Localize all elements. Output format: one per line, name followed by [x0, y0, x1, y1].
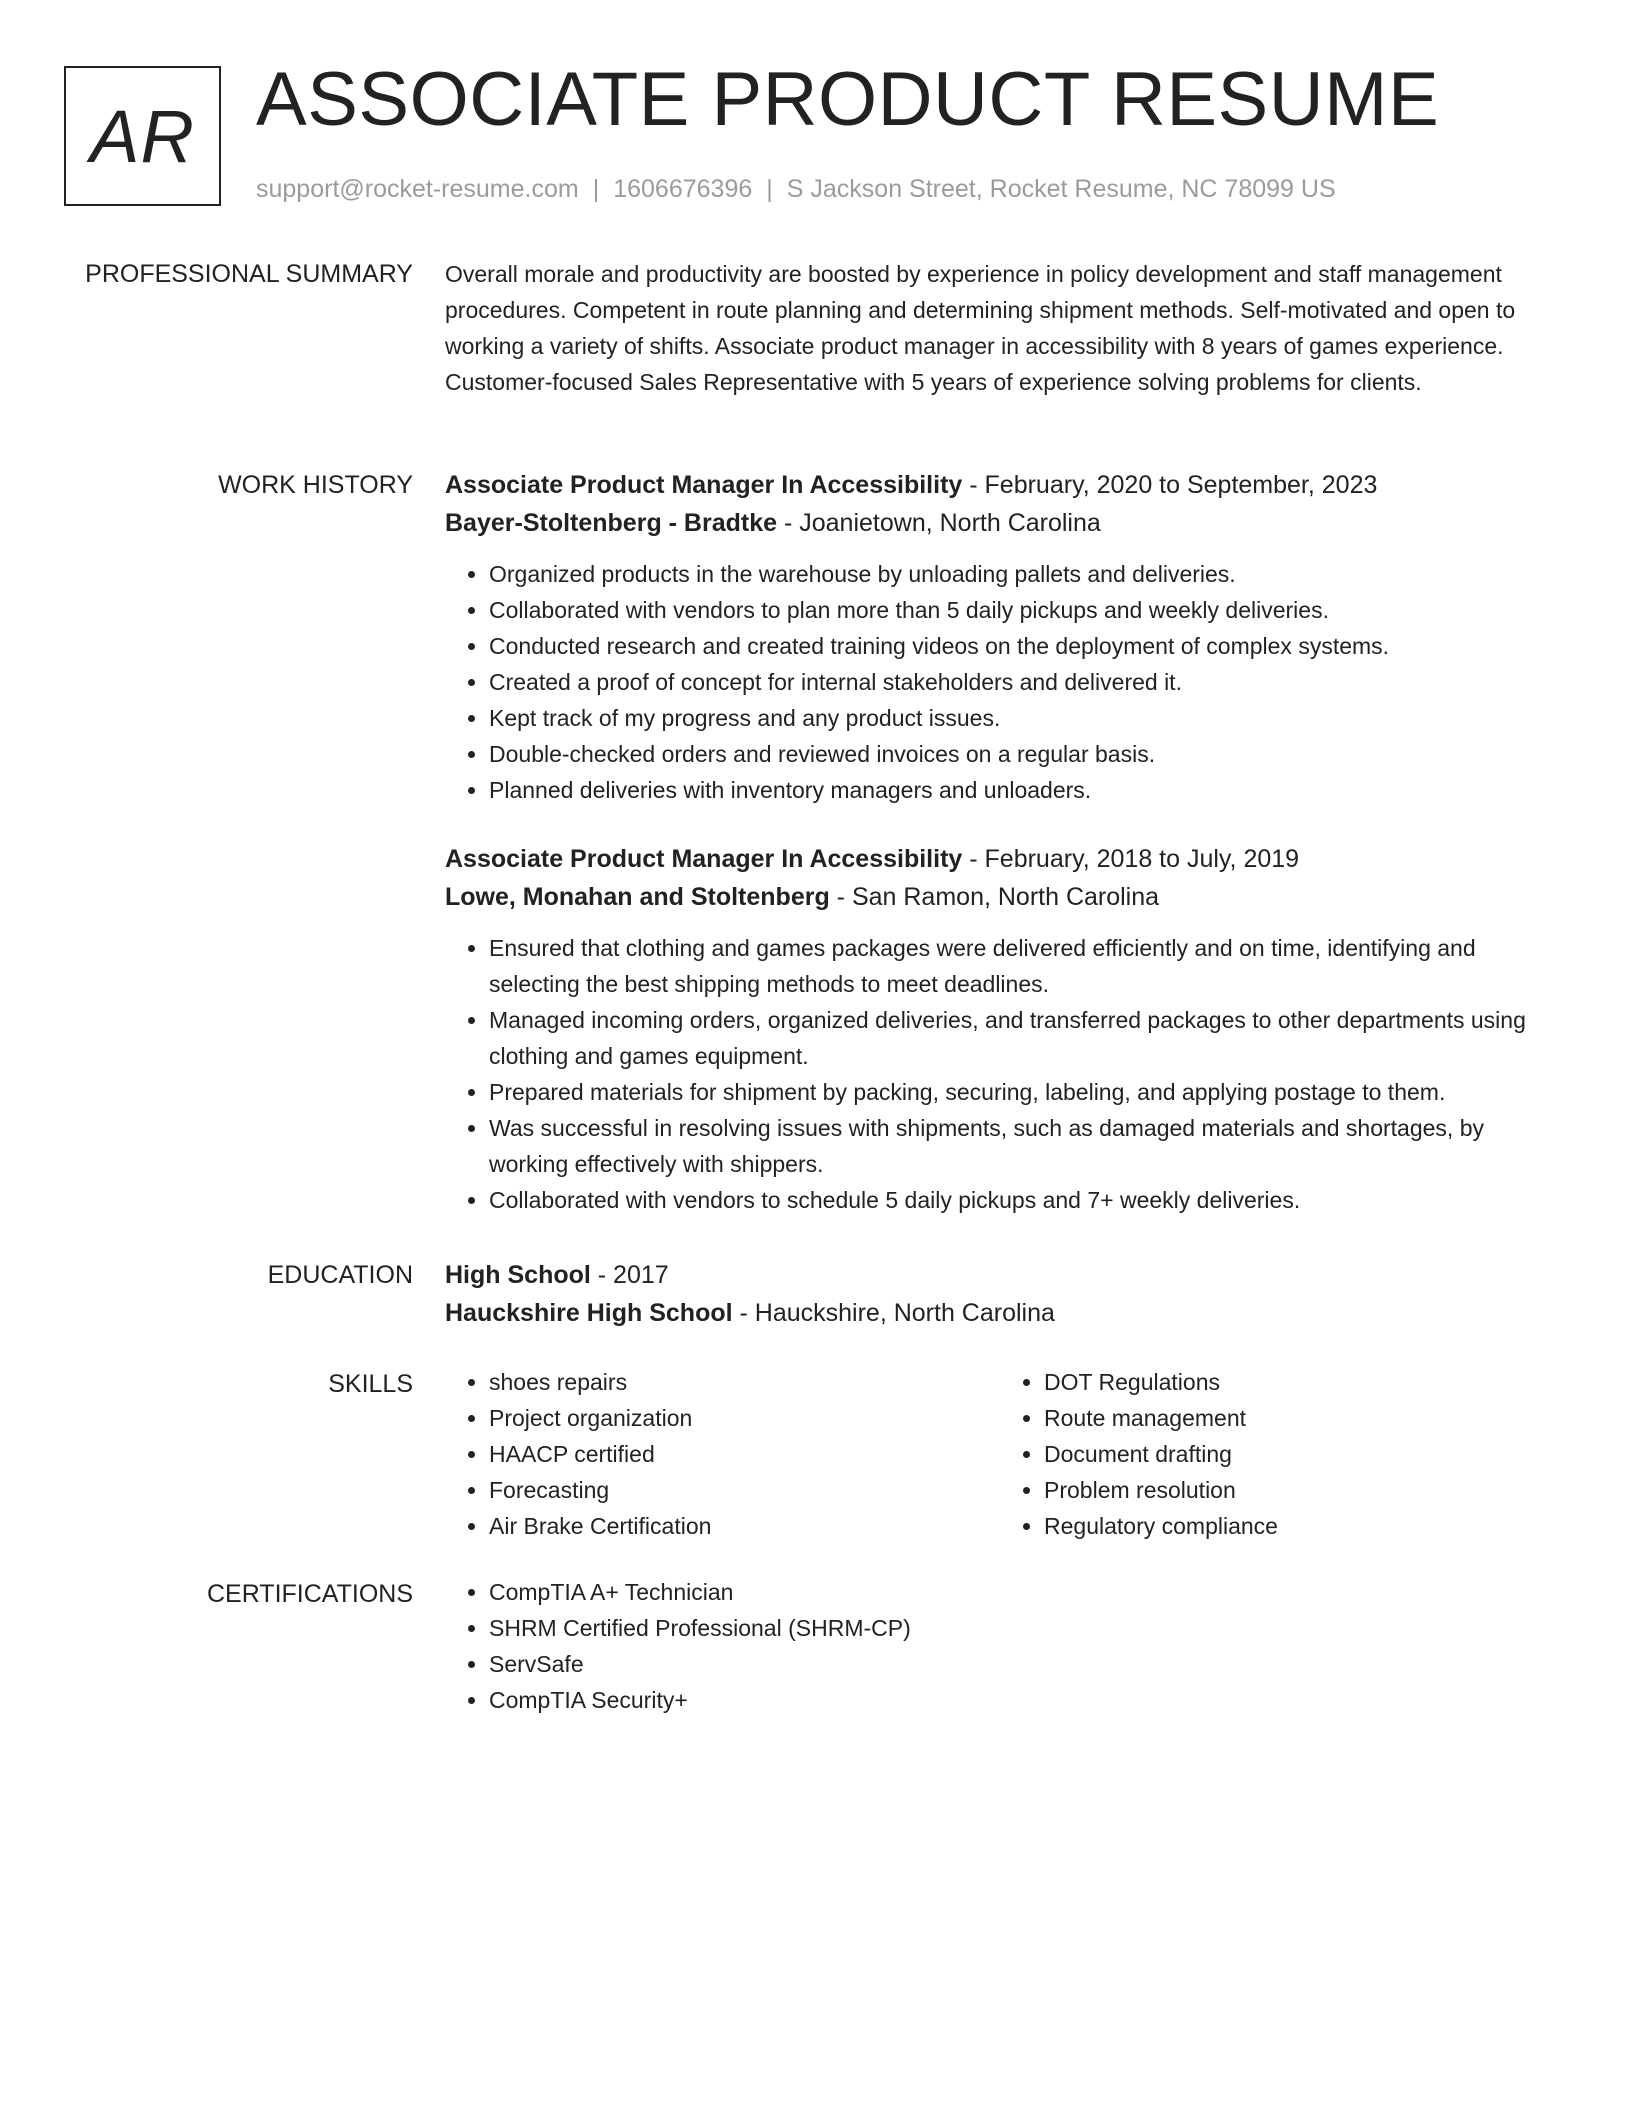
job-entry	[445, 840, 1555, 1218]
monogram-text: AR	[90, 94, 195, 178]
education-degree: High School	[445, 1261, 591, 1289]
job-title-line	[445, 840, 1555, 878]
skill-item: • Problem resolution	[1044, 1472, 1555, 1508]
job-company: Lowe, Monahan and Stoltenberg	[445, 883, 830, 911]
list-item: • Kept track of my progress and any product issues.	[489, 700, 1555, 736]
job-dates: - February, 2018 to July, 2019	[962, 845, 1300, 873]
skill-item: • Document drafting	[1044, 1436, 1555, 1472]
job-entry	[445, 466, 1555, 808]
section-label-skills: SKILLS	[328, 1370, 413, 1398]
education-degree-line	[445, 1256, 1555, 1294]
job-company-line	[445, 504, 1555, 542]
job-company-line	[445, 878, 1555, 916]
section-label-summary: PROFESSIONAL SUMMARY	[85, 260, 413, 288]
job-location: - San Ramon, North Carolina	[829, 883, 1160, 911]
summary-text: Overall morale and productivity are boosted by experience in policy development and staff management procedures. Competent in route planning and determining shipment methods. Self-motivated and open to working a variety of shifts. Associate product manager in accessibility with 8 years of games experience. Customer-focused Sales Representative with 5 years of experience solving problems for clients.	[445, 261, 1516, 395]
contact-separator: |	[766, 175, 773, 203]
contact-separator: |	[592, 175, 600, 203]
certifications-list	[445, 1574, 1555, 1718]
certification-item: • CompTIA Security+	[489, 1682, 1555, 1718]
job-bullets	[445, 556, 1555, 808]
contact-line	[256, 174, 1336, 204]
list-item: • Planned deliveries with inventory managers and unloaders.	[489, 772, 1555, 808]
certification-item: • ServSafe	[489, 1646, 1555, 1682]
education-location: - Hauckshire, North Carolina	[732, 1299, 1055, 1327]
job-bullets	[445, 930, 1555, 1218]
skill-item: • DOT Regulations	[1044, 1364, 1555, 1400]
certification-item: • CompTIA A+ Technician	[489, 1574, 1555, 1610]
list-item: • Organized products in the warehouse by unloading pallets and deliveries.	[489, 556, 1555, 592]
section-label-education: EDUCATION	[267, 1261, 413, 1289]
contact-email: support@rocket-resume.com	[256, 175, 579, 203]
list-item: • Was successful in resolving issues with shipments, such as damaged materials and shortages, by working effectively with shippers.	[489, 1110, 1555, 1182]
section-label-work-history: WORK HISTORY	[218, 471, 413, 499]
skill-item: • HAACP certified	[489, 1436, 1000, 1472]
skills-body	[445, 1364, 1555, 1544]
list-item: • Managed incoming orders, organized deliveries, and transferred packages to other departments using clothing and games equipment.	[489, 1002, 1555, 1074]
job-location: - Joanietown, North Carolina	[777, 509, 1101, 537]
contact-phone: 1606676396	[613, 175, 753, 203]
skill-item: • Regulatory compliance	[1044, 1508, 1555, 1544]
job-dates: - February, 2020 to September, 2023	[962, 471, 1378, 499]
skill-item: • Air Brake Certification	[489, 1508, 1000, 1544]
certifications-body	[445, 1574, 1555, 1718]
list-item: • Double-checked orders and reviewed invoices on a regular basis.	[489, 736, 1555, 772]
education-year: - 2017	[590, 1261, 669, 1289]
certification-item: • SHRM Certified Professional (SHRM-CP)	[489, 1610, 1555, 1646]
contact-address: S Jackson Street, Rocket Resume, NC 78099 US	[786, 175, 1336, 203]
summary-body	[445, 256, 1555, 400]
education-school: Hauckshire High School	[445, 1299, 733, 1327]
job-title-line	[445, 466, 1555, 504]
education-body	[445, 1256, 1555, 1332]
skill-item: • shoes repairs	[489, 1364, 1000, 1400]
section-label-certifications: CERTIFICATIONS	[206, 1580, 413, 1608]
job-title: Associate Product Manager In Accessibility	[445, 471, 963, 499]
list-item: • Ensured that clothing and games packages were delivered efficiently and on time, identifying and selecting the best shipping methods to meet deadlines.	[489, 930, 1555, 1002]
list-item: • Collaborated with vendors to schedule 5 daily pickups and 7+ weekly deliveries.	[489, 1182, 1555, 1218]
list-item: • Conducted research and created training videos on the deployment of complex systems.	[489, 628, 1555, 664]
list-item: • Prepared materials for shipment by packing, securing, labeling, and applying postage to them.	[489, 1074, 1555, 1110]
skills-list-right	[1000, 1364, 1555, 1544]
skills-list-left	[445, 1364, 1000, 1544]
job-title: Associate Product Manager In Accessibility	[445, 845, 963, 873]
job-company: Bayer-Stoltenberg - Bradtke	[445, 509, 778, 537]
list-item: • Created a proof of concept for internal stakeholders and delivered it.	[489, 664, 1555, 700]
work-history-body	[445, 466, 1555, 1218]
skill-item: • Route management	[1044, 1400, 1555, 1436]
skill-item: • Forecasting	[489, 1472, 1000, 1508]
resume-title: ASSOCIATE PRODUCT RESUME	[256, 57, 1440, 142]
monogram-badge	[64, 66, 221, 206]
list-item: • Collaborated with vendors to plan more than 5 daily pickups and weekly deliveries.	[489, 592, 1555, 628]
skill-item: • Project organization	[489, 1400, 1000, 1436]
education-school-line	[445, 1294, 1555, 1332]
